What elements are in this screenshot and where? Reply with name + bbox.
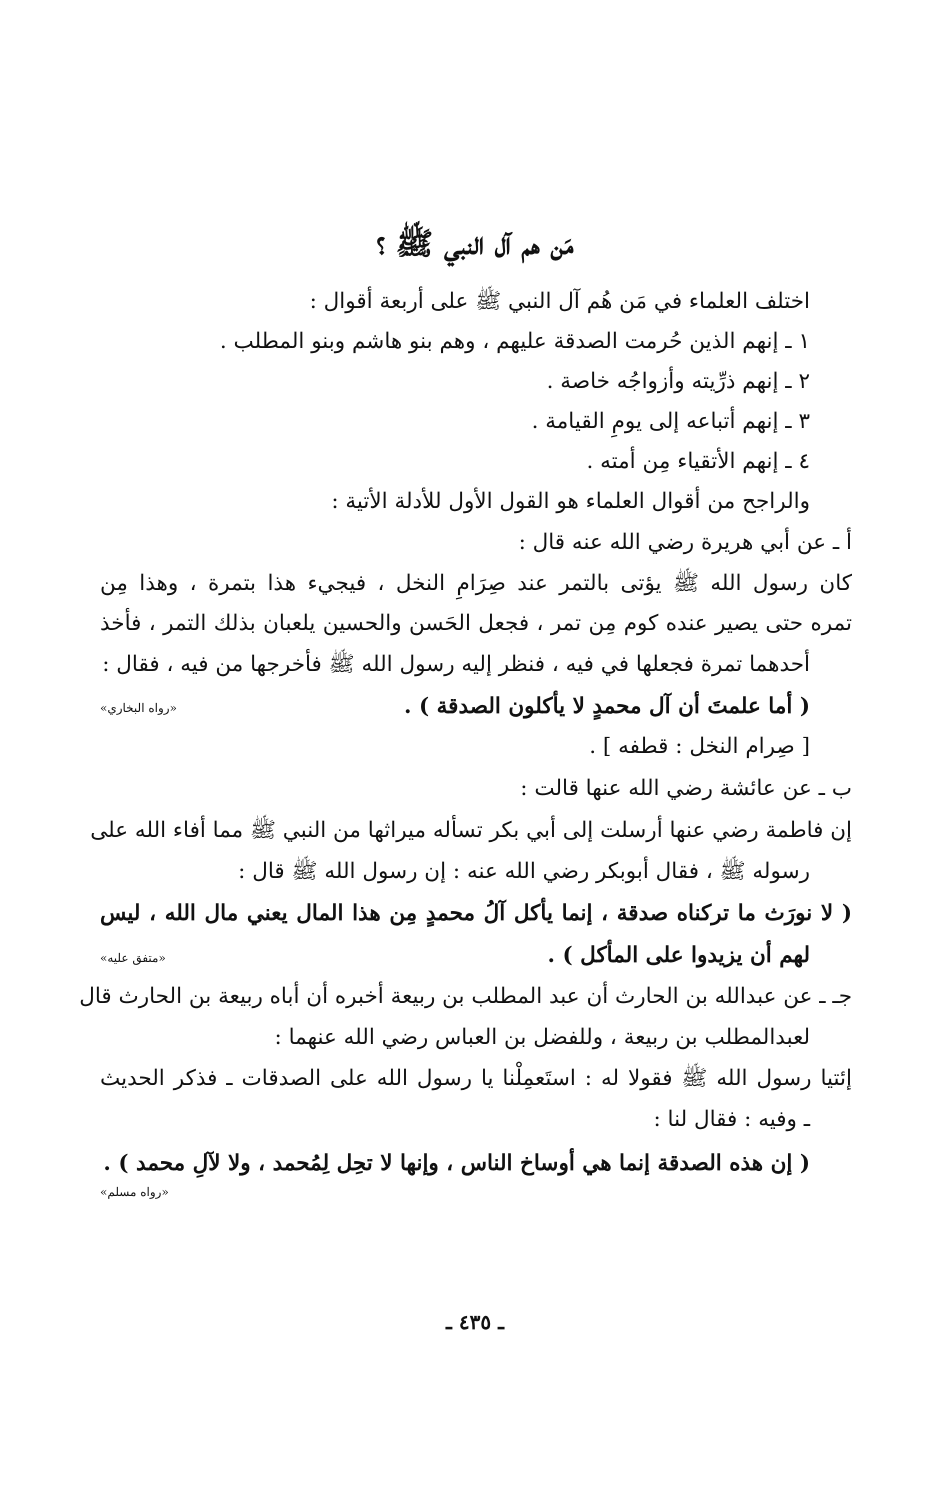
opinion-2: ٢ ـ إنهم ذرِّيته وأزواجُه خاصة . — [546, 369, 810, 394]
source-muslim: «رواه مسلم» — [100, 1185, 169, 1199]
evidence-c-line-3: ـ وفيه : فقال لنا : — [653, 1107, 810, 1132]
evidence-c-hadith-quote: ( إن هذه الصدقة إنما هي أوساخ الناس ، وإنها لا تحِل لِمُحمد ، ولا لآلِ محمد ) . — [103, 1151, 810, 1176]
intro-line: اختلف العلماء في مَن هُم آل النبي ﷺ على أربعة أقوال : — [309, 289, 810, 314]
evidence-a-heading: أ ـ عن أبي هريرة رضي الله عنه قال : — [518, 530, 852, 555]
evidence-b-hadith-quote-1: ( لا نورَث ما تركناه صدقة ، إنما يأكل آلُ محمدٍ مِن هذا المال يعني مال الله ، ليس — [100, 901, 852, 926]
page-number: ـ ٤٣٥ ـ — [446, 1310, 504, 1334]
evidence-b-hadith-quote-2: لهم أن يزيدوا على المأكل ) . — [547, 943, 810, 968]
source-bukhari: «رواه البخاري» — [100, 701, 177, 715]
evidence-c-heading: جـ ـ عن عبدالله بن الحارث أن عبد المطلب بن ربيعة أخبره أن أباه ربيعة بن الحارث قال — [79, 984, 852, 1009]
evidence-c-line-1: لعبدالمطلب بن ربيعة ، وللفضل بن العباس رضي الله عنهما : — [274, 1025, 810, 1050]
evidence-b-line-1: إن فاطمة رضي عنها أرسلت إلى أبي بكر تسأله ميراثها من النبي ﷺ مما أفاء الله على — [90, 818, 852, 843]
evidence-a-gloss: [ صِرام النخل : قطفه ] . — [589, 734, 810, 759]
preferred-opinion-line: والراجح من أقوال العلماء هو القول الأول للأدلة الأتية : — [331, 489, 810, 514]
opinion-1: ١ ـ إنهم الذين حُرمت الصدقة عليهم ، وهم بنو هاشم وبنو المطلب . — [219, 329, 810, 354]
evidence-a-hadith-quote: ( أما علمتَ أن آل محمدٍ لا يأكلون الصدقة ) . — [404, 694, 810, 719]
evidence-a-line-3: أحدهما تمرة فجعلها في فيه ، فنظر إليه رسول الله ﷺ فأخرجها من فيه ، فقال : — [102, 652, 810, 677]
page-title: مَن هم آل النبي ﷺ ؟ — [376, 226, 574, 262]
source-agreed: «متفق عليه» — [100, 951, 166, 965]
opinion-3: ٣ ـ إنهم أتباعه إلى يومِ القيامة . — [531, 409, 810, 434]
evidence-c-line-2: إئتيا رسول الله ﷺ فقولا له : استَعمِلْنا يا رسول الله على الصدقات ـ فذكر الحديث — [100, 1066, 852, 1091]
evidence-b-heading: ب ـ عن عائشة رضي الله عنها قالت : — [520, 776, 852, 801]
evidence-a-line-2: تمره حتى يصير عنده كوم مِن تمر ، فجعل الحَسن والحسين يلعبان بذلك التمر ، فأخذ — [100, 611, 852, 636]
opinion-4: ٤ ـ إنهم الأتقياء مِن أمته . — [586, 449, 810, 474]
evidence-b-line-2: رسوله ﷺ ، فقال أبوبكر رضي الله عنه : إن رسول الله ﷺ قال : — [238, 859, 810, 884]
evidence-a-line-1: كان رسول الله ﷺ يؤتى بالتمر عند صِرَامِ النخل ، فيجيء هذا بتمرة ، وهذا مِن — [100, 571, 852, 596]
